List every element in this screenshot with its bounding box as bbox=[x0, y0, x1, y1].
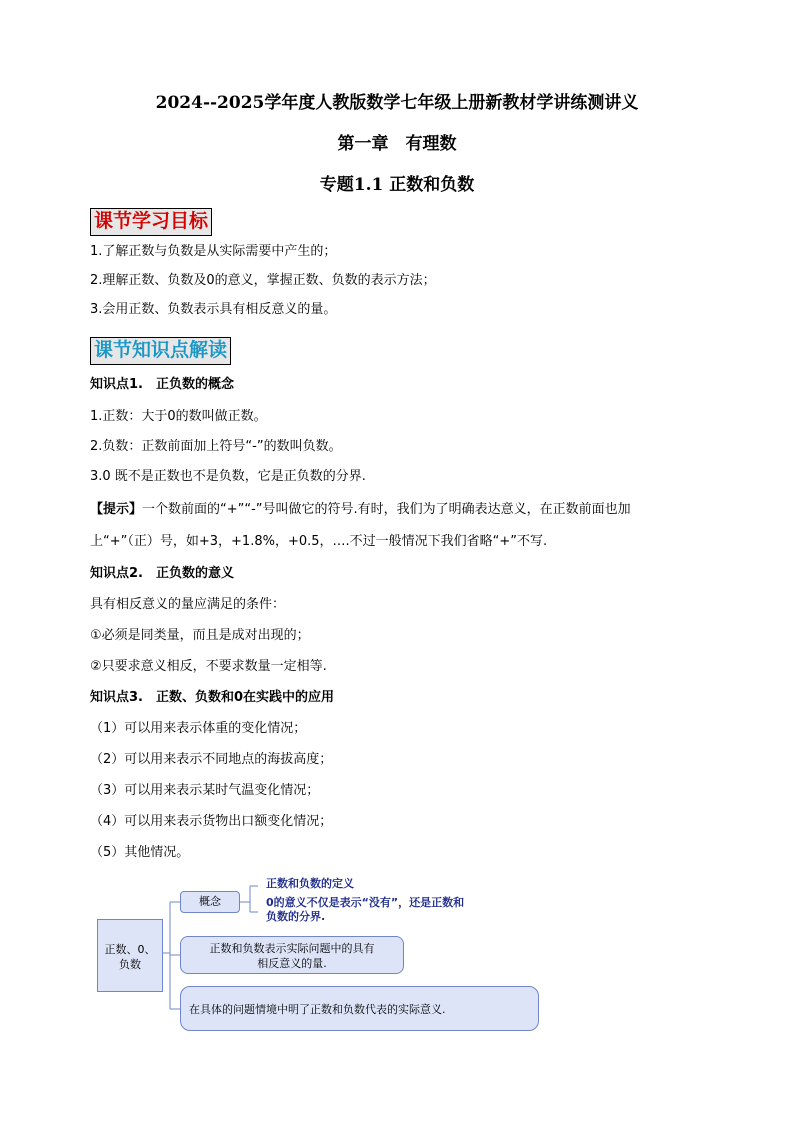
kp3-item: （4）可以用来表示货物出口额变化情况； bbox=[90, 814, 333, 829]
branch-practical-meaning: 在具体的问题情境中明了正数和负数代表的实际意义. bbox=[180, 986, 539, 1031]
root-line1: 正数、0、 bbox=[104, 943, 156, 956]
concept-definition: 正数和负数的定义 bbox=[266, 877, 354, 890]
kp2-title: 知识点2. 正负数的意义 bbox=[90, 566, 234, 581]
diagram-root-box bbox=[97, 919, 163, 992]
kp2-item: ①必须是同类量，而且是成对出现的； bbox=[90, 628, 310, 643]
kp2-item: ②只要求意义相反，不要求数量一定相等. bbox=[90, 659, 327, 674]
tip-label: 【提示】 bbox=[90, 502, 143, 517]
kp2-intro: 具有相反意义的量应满足的条件： bbox=[90, 597, 286, 612]
tip-line1: 一个数前面的“+”“-”号叫做它的符号.有时，我们为了明确表达意义，在正数前面也加 bbox=[142, 502, 631, 517]
branch-opposite-quantities bbox=[180, 936, 404, 974]
chapter-title: 第一章 有理数 bbox=[337, 134, 457, 154]
tip-line2: 上“+”（正）号，如+3，+1.8%，+0.5，….不过一般情况下我们省略“+”不写. bbox=[90, 534, 548, 549]
objectives-heading: 课节学习目标 bbox=[90, 208, 212, 236]
knowledge-heading: 课节知识点解读 bbox=[90, 337, 231, 365]
objective-item: 3.会用正数、负数表示具有相反意义的量。 bbox=[90, 302, 337, 317]
kp3-item: （1）可以用来表示体重的变化情况； bbox=[90, 721, 307, 736]
objective-item: 1.了解正数与负数是从实际需要中产生的； bbox=[90, 244, 337, 259]
kp1-item: 3.0 既不是正数也不是负数，它是正负数的分界. bbox=[90, 469, 366, 484]
kp1-item: 1.正数：大于0的数叫做正数。 bbox=[90, 409, 267, 424]
concept-zero-meaning bbox=[266, 896, 464, 924]
kp3-title: 知识点3. 正数、负数和0在实践中的应用 bbox=[90, 690, 335, 705]
branch2-line2: 相反意义的量. bbox=[257, 957, 327, 970]
objective-item: 2.理解正数、负数及0的意义，掌握正数、负数的表示方法； bbox=[90, 273, 436, 288]
concept-box: 概念 bbox=[180, 891, 240, 913]
kp3-item: （5）其他情况。 bbox=[90, 845, 190, 860]
kp3-item: （2）可以用来表示不同地点的海拔高度； bbox=[90, 752, 333, 767]
kp1-title: 知识点1. 正负数的概念 bbox=[90, 377, 234, 392]
kp1-item: 2.负数：正数前面加上符号“-”的数叫负数。 bbox=[90, 439, 342, 454]
branch2-line1: 正数和负数表示实际问题中的具有 bbox=[209, 942, 375, 955]
doc-title: 2024--2025学年度人教版数学七年级上册新教材学讲练测讲义 bbox=[155, 93, 639, 113]
concept-zero-line2: 负数的分界. bbox=[266, 910, 326, 923]
root-line2: 负数 bbox=[119, 958, 141, 971]
concept-zero-line1: 0的意义不仅是表示“没有”，还是正数和 bbox=[266, 896, 465, 909]
topic-title: 专题1.1 正数和负数 bbox=[319, 175, 475, 195]
kp3-item: （3）可以用来表示某时气温变化情况； bbox=[90, 783, 320, 798]
